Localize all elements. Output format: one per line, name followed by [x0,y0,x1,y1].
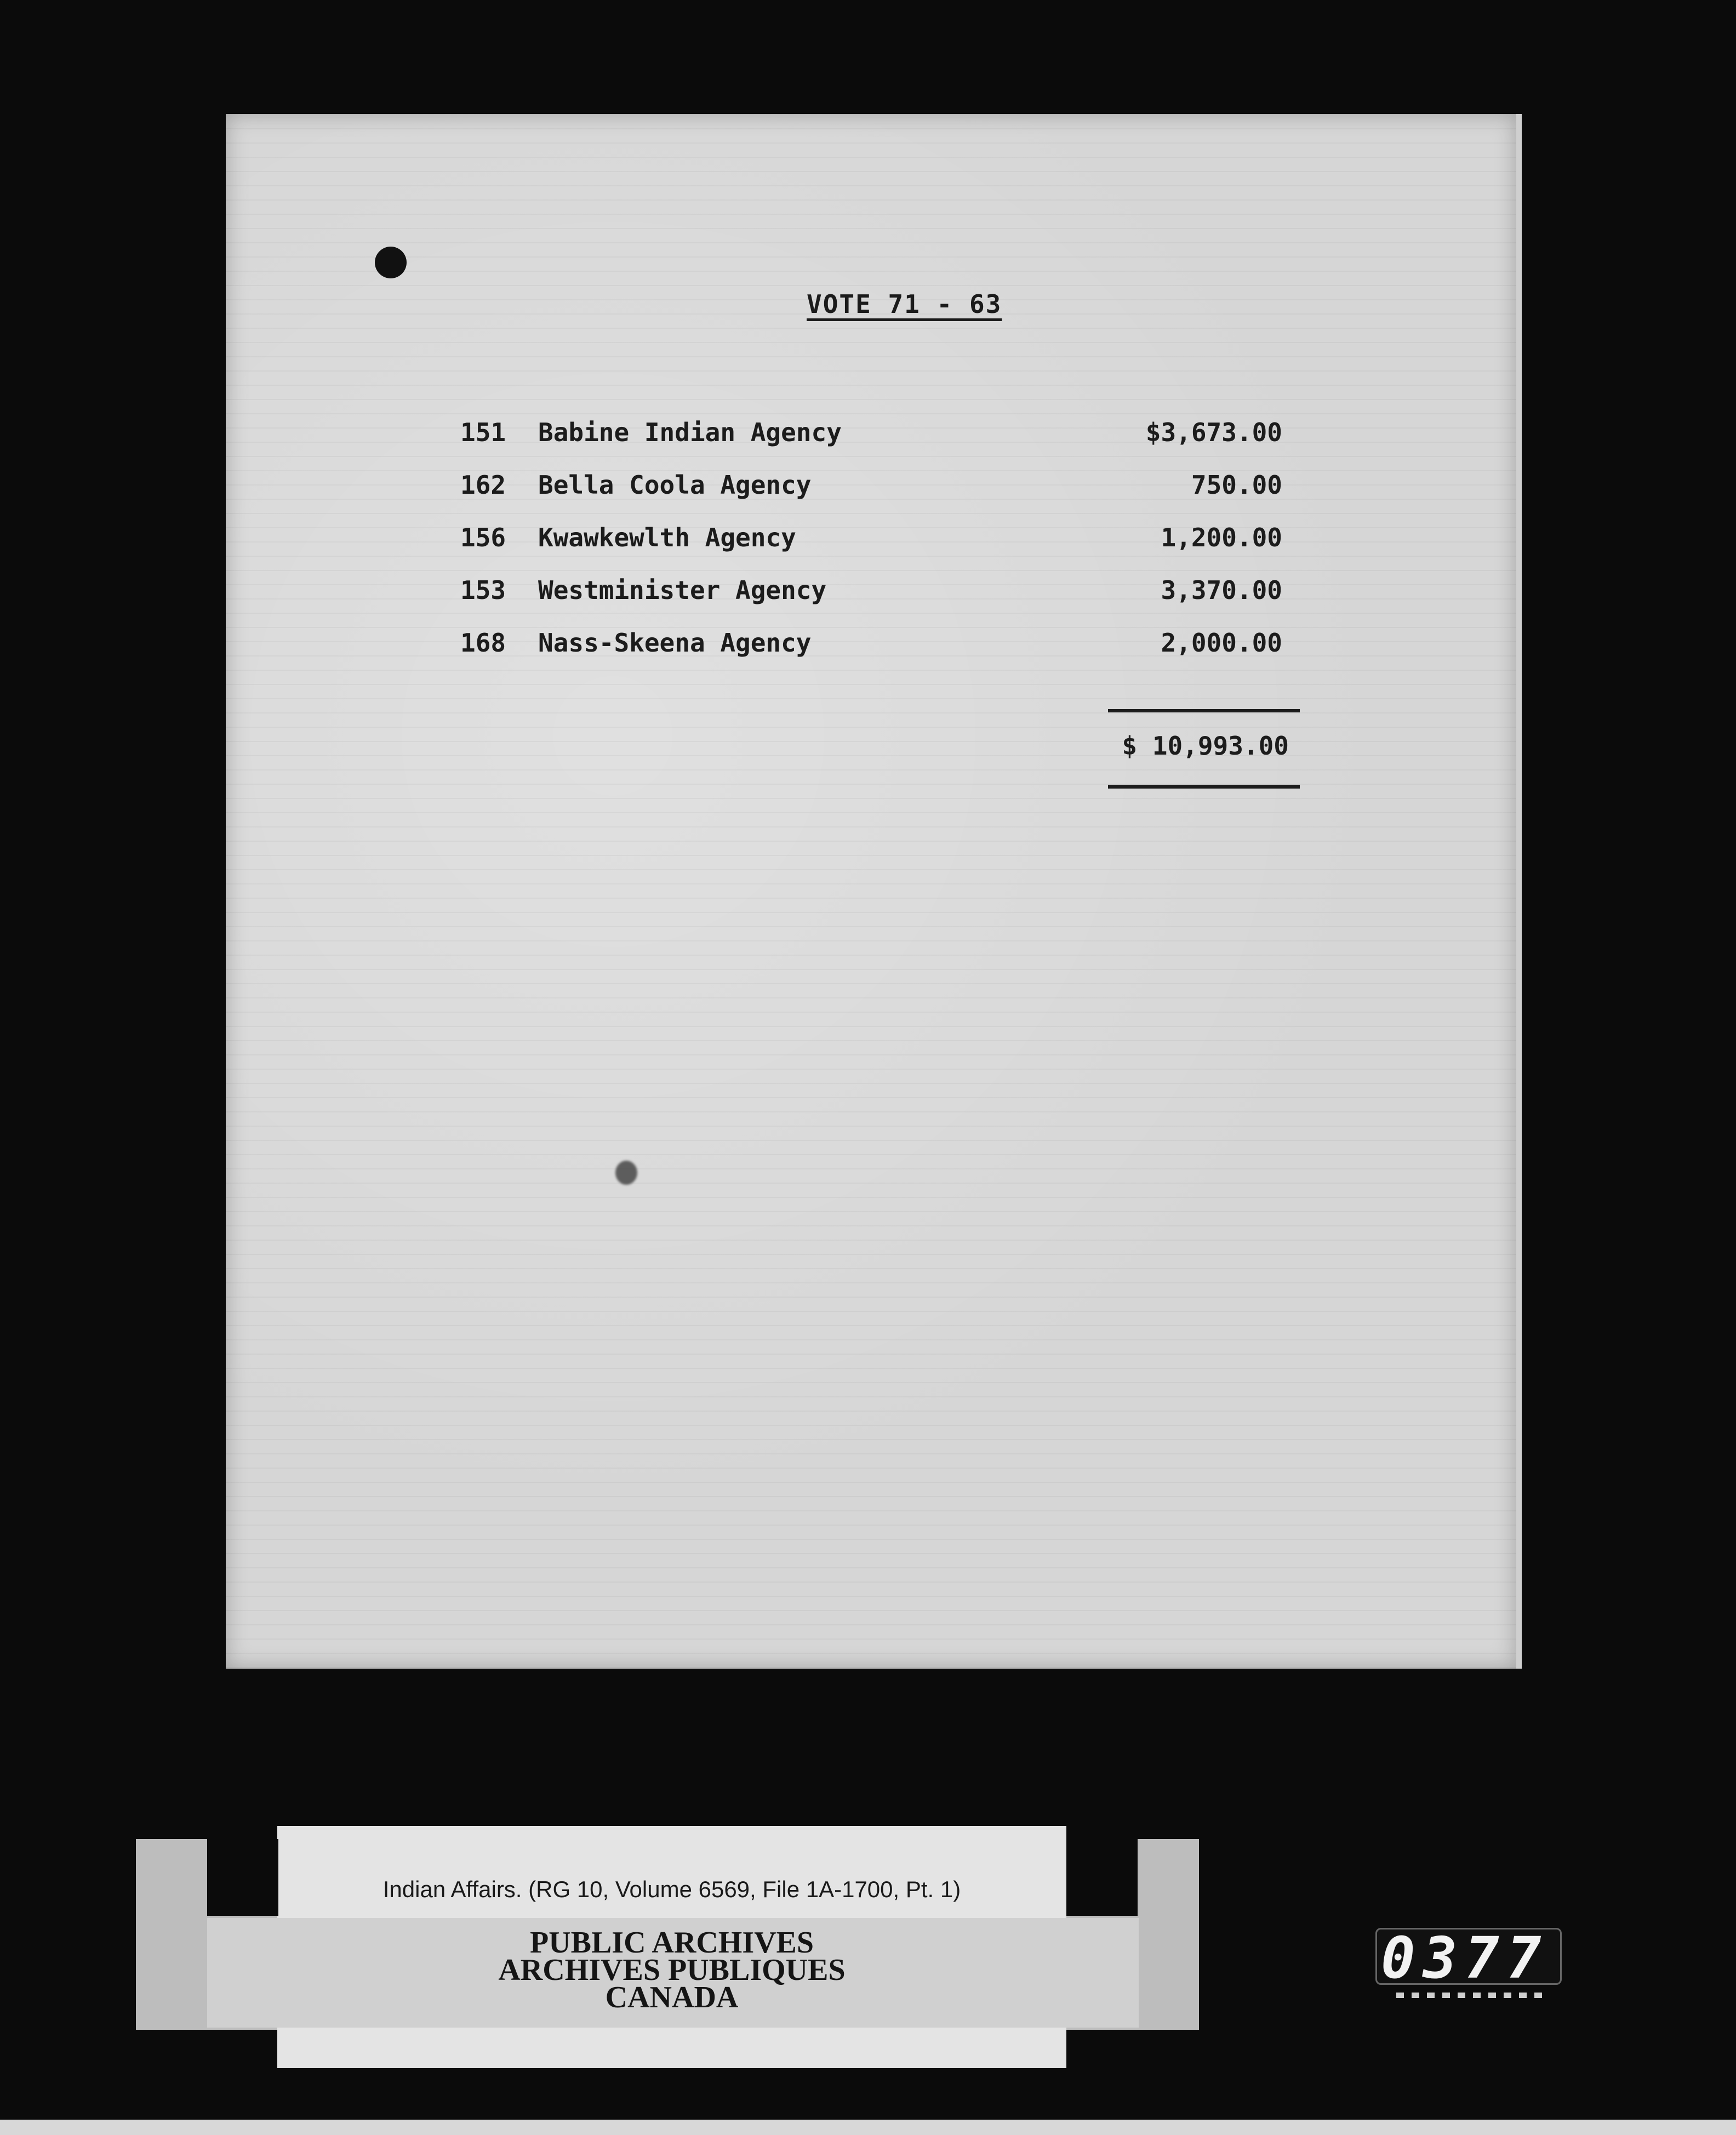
document-sheet [226,114,1522,1669]
vote-title: VOTE 71 - 63 [807,289,1002,319]
entry-name: Kwawkewlth Agency [538,523,796,552]
entry-name: Nass-Skeena Agency [538,628,812,658]
ink-smudge [615,1161,637,1185]
entry-number: 168 [460,628,506,658]
archive-citation: Indian Affairs. (RG 10, Volume 6569, File 1A-1700, Pt. 1) [382,1876,961,1902]
frame-counter: 0377 [1381,1925,1549,1991]
label-notch-left [207,1839,278,1916]
entry-row [460,470,1288,523]
label-notch-right [1066,1839,1138,1916]
total-rule-bottom [1108,785,1300,789]
archive-stamp-line: PUBLIC ARCHIVES [529,1926,814,1960]
entry-row [460,628,1288,681]
entry-name: Westminister Agency [538,575,827,605]
archive-stamp-line: ARCHIVES PUBLIQUES [498,1953,846,1987]
archive-stamp-line: CANADA [605,1980,739,2014]
total-rule-top [1108,709,1300,712]
entry-row [460,523,1288,575]
archive-stamp [277,1926,1066,2014]
entry-row [460,418,1288,470]
entry-amount: 2,000.00 [1161,628,1282,658]
entry-amount: 3,370.00 [1161,575,1282,605]
entry-row [460,575,1288,628]
punch-hole [375,247,407,278]
entry-number: 162 [460,470,506,500]
entry-name: Babine Indian Agency [538,418,842,447]
entry-number: 153 [460,575,506,605]
entry-number: 151 [460,418,506,447]
entry-amount: $3,673.00 [1145,418,1282,447]
entry-list [460,418,1288,681]
entry-amount: 1,200.00 [1161,523,1282,552]
total-amount: $ 10,993.00 [1122,731,1289,761]
entry-name: Bella Coola Agency [538,470,812,500]
entry-amount: 750.00 [1191,470,1282,500]
film-edge [0,2120,1736,2135]
entry-number: 156 [460,523,506,552]
frame-counter-dots [1396,1993,1550,1998]
